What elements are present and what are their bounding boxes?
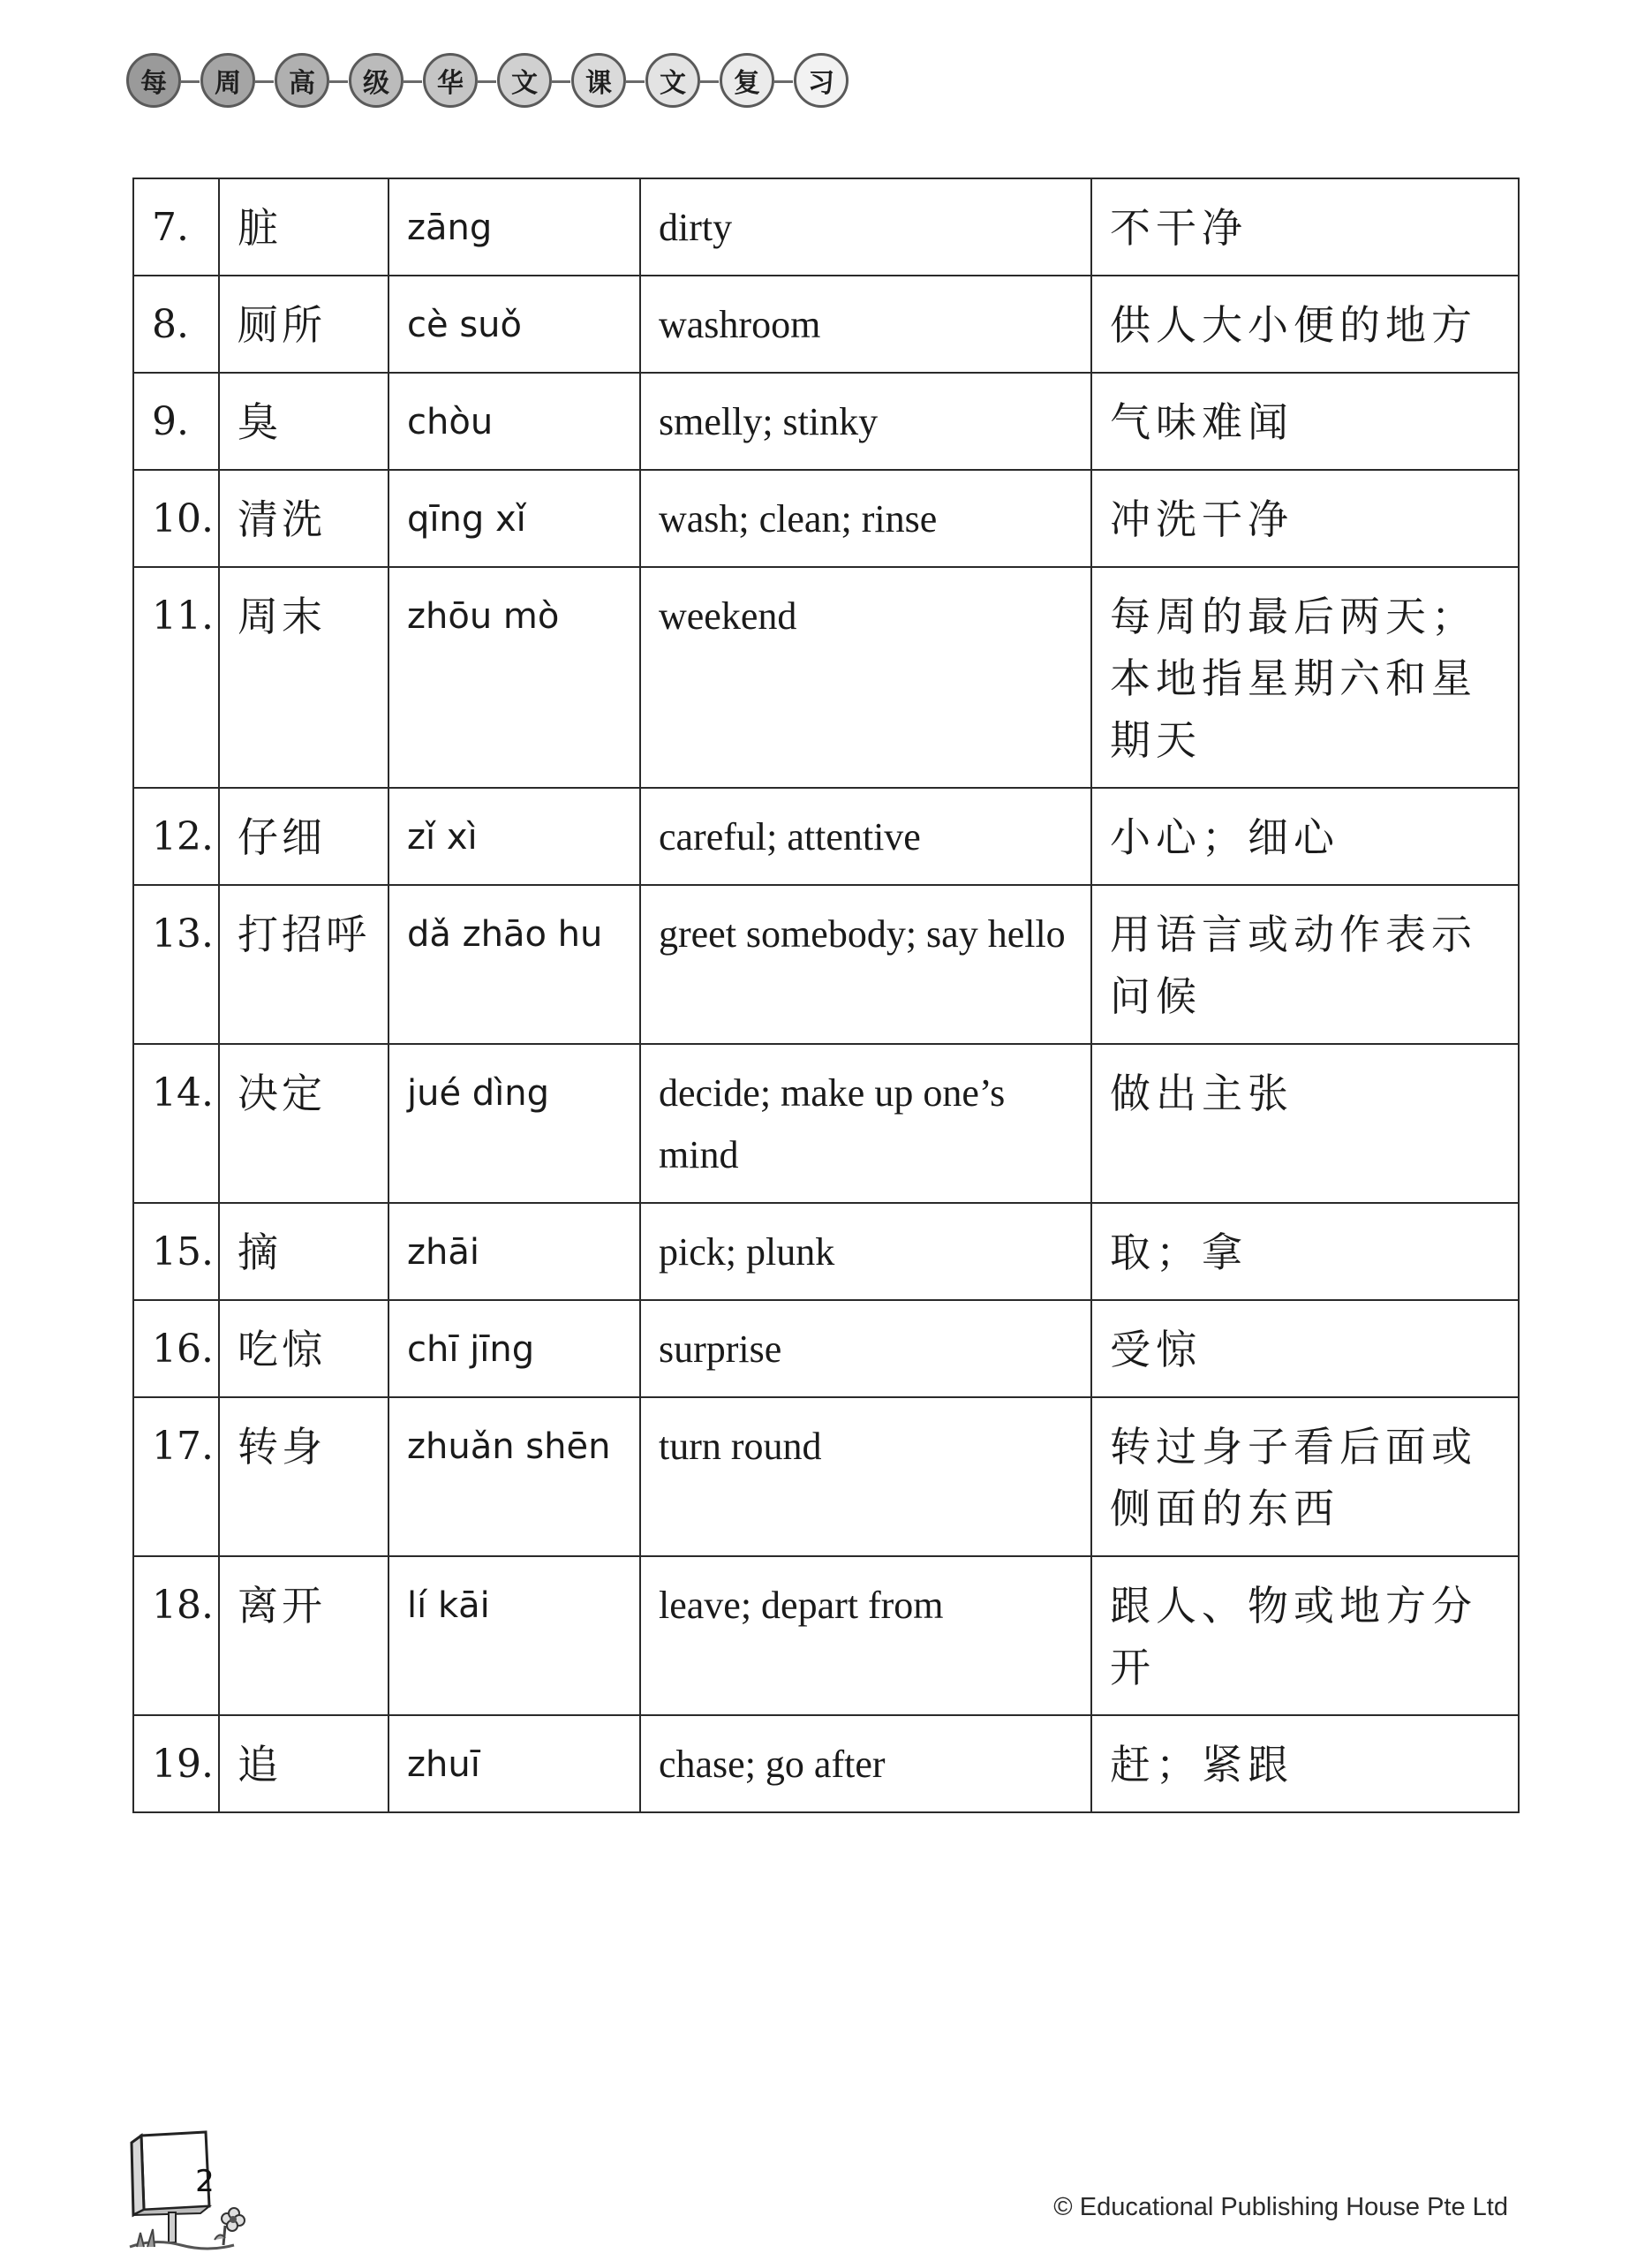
chinese-word: 厕所: [219, 276, 388, 373]
pinyin: dǎ zhāo hu: [388, 885, 640, 1044]
chinese-word: 臭: [219, 373, 388, 470]
row-number: 14.: [133, 1044, 219, 1203]
header-char: 周: [200, 53, 255, 108]
chinese-definition: 做出主张: [1091, 1044, 1519, 1203]
copyright-notice: © Educational Publishing House Pte Ltd: [1053, 2193, 1508, 2221]
table-row: [133, 788, 1519, 885]
pinyin: zhuǎn shēn: [388, 1397, 640, 1556]
table-row: [133, 885, 1519, 1044]
english-meaning: careful; attentive: [640, 788, 1091, 885]
page-number: 2: [195, 2164, 215, 2199]
english-meaning: pick; plunk: [640, 1203, 1091, 1300]
row-number: 9.: [133, 373, 219, 470]
chinese-word: 吃惊: [219, 1300, 388, 1397]
chinese-word: 离开: [219, 1556, 388, 1715]
english-meaning: dirty: [640, 178, 1091, 276]
chinese-definition: 气味难闻: [1091, 373, 1519, 470]
chinese-definition: 跟人、物或地方分开: [1091, 1556, 1519, 1715]
pinyin: zǐ xì: [388, 788, 640, 885]
row-number: 15.: [133, 1203, 219, 1300]
english-meaning: turn round: [640, 1397, 1091, 1556]
chinese-definition: 冲洗干净: [1091, 470, 1519, 567]
table-row: [133, 373, 1519, 470]
chinese-word: 转身: [219, 1397, 388, 1556]
table-row: [133, 1397, 1519, 1556]
table-row: [133, 1203, 1519, 1300]
row-number: 8.: [133, 276, 219, 373]
header-char: 文: [497, 53, 552, 108]
row-number: 11.: [133, 567, 219, 788]
header-char: 级: [349, 53, 404, 108]
vocabulary-table: [132, 178, 1520, 1813]
table-row: [133, 276, 1519, 373]
chinese-word: 打招呼: [219, 885, 388, 1044]
pinyin: lí kāi: [388, 1556, 640, 1715]
chinese-definition: 赶；紧跟: [1091, 1715, 1519, 1812]
chinese-word: 追: [219, 1715, 388, 1812]
english-meaning: chase; go after: [640, 1715, 1091, 1812]
chinese-definition: 不干净: [1091, 178, 1519, 276]
pinyin: zhuī: [388, 1715, 640, 1812]
chinese-definition: 用语言或动作表示问候: [1091, 885, 1519, 1044]
row-number: 12.: [133, 788, 219, 885]
header-char: 每: [126, 53, 181, 108]
english-meaning: leave; depart from: [640, 1556, 1091, 1715]
table-row: [133, 470, 1519, 567]
table-row: [133, 1715, 1519, 1812]
table-row: [133, 567, 1519, 788]
pinyin: chòu: [388, 373, 640, 470]
chinese-definition: 受惊: [1091, 1300, 1519, 1397]
english-meaning: smelly; stinky: [640, 373, 1091, 470]
table-row: [133, 1300, 1519, 1397]
row-number: 17.: [133, 1397, 219, 1556]
table-row: [133, 1044, 1519, 1203]
row-number: 10.: [133, 470, 219, 567]
pinyin: cè suǒ: [388, 276, 640, 373]
header-char: 文: [645, 53, 700, 108]
row-number: 13.: [133, 885, 219, 1044]
chinese-word: 摘: [219, 1203, 388, 1300]
table-row: [133, 1556, 1519, 1715]
row-number: 18.: [133, 1556, 219, 1715]
english-meaning: weekend: [640, 567, 1091, 788]
row-number: 19.: [133, 1715, 219, 1812]
header-char: 习: [794, 53, 849, 108]
chinese-definition: 转过身子看后面或侧面的东西: [1091, 1397, 1519, 1556]
header-char: 华: [423, 53, 478, 108]
chinese-definition: 供人大小便的地方: [1091, 276, 1519, 373]
chinese-definition: 每周的最后两天；本地指星期六和星期天: [1091, 567, 1519, 788]
pinyin: jué dìng: [388, 1044, 640, 1203]
chinese-definition: 取；拿: [1091, 1203, 1519, 1300]
pinyin: zhāi: [388, 1203, 640, 1300]
header-char: 课: [571, 53, 626, 108]
pinyin: chī jīng: [388, 1300, 640, 1397]
header-char: 高: [275, 53, 329, 108]
pinyin: zāng: [388, 178, 640, 276]
row-number: 7.: [133, 178, 219, 276]
english-meaning: greet somebody; say hello: [640, 885, 1091, 1044]
chinese-word: 决定: [219, 1044, 388, 1203]
english-meaning: decide; make up one’s mind: [640, 1044, 1091, 1203]
english-meaning: wash; clean; rinse: [640, 470, 1091, 567]
header-title-chain: [126, 49, 868, 112]
pinyin: zhōu mò: [388, 567, 640, 788]
row-number: 16.: [133, 1300, 219, 1397]
pinyin: qīng xǐ: [388, 470, 640, 567]
chinese-word: 清洗: [219, 470, 388, 567]
header-char: 复: [720, 53, 774, 108]
chinese-definition: 小心；细心: [1091, 788, 1519, 885]
chinese-word: 脏: [219, 178, 388, 276]
chinese-word: 周末: [219, 567, 388, 788]
english-meaning: washroom: [640, 276, 1091, 373]
english-meaning: surprise: [640, 1300, 1091, 1397]
chinese-word: 仔细: [219, 788, 388, 885]
table-row: [133, 178, 1519, 276]
